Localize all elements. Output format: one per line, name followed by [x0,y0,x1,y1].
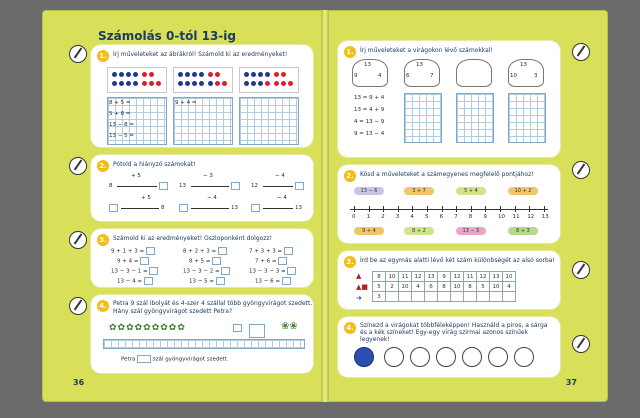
equation: 7 + 6 = [255,258,277,265]
equation: 13 − 3 − 2 = [183,268,220,275]
operation-chip[interactable]: 10 + 2 [508,187,538,195]
table-cell: 8 [464,282,477,292]
number-line-tick[interactable] [485,206,486,212]
flower-to-color[interactable] [410,347,430,367]
number-line-tick[interactable] [398,206,399,212]
book-spine [321,10,329,402]
table-cell: 10 [503,272,516,282]
number-line-label: 1 [366,214,371,220]
triangle-icon: ▲ [356,272,362,280]
exercise-number: 3. [97,234,109,246]
table-cell: 12 [477,272,490,282]
tulip-number: 7 [430,73,434,79]
table-cell[interactable] [438,292,451,302]
number-line-label: 0 [352,214,356,220]
equation: 13 = 9 + 4 [354,95,385,101]
table-cell: 11 [399,272,412,282]
exercise-question: Hány szál gyöngyvirágot szedett Petra? [113,308,233,315]
exercise-number: 4. [97,300,109,312]
exercise-instruction: Írj műveleteket a virágokon lévő számokkal! [360,47,493,54]
equation: 13 − 3 − 3 = [249,268,286,275]
flower-to-color[interactable] [514,347,534,367]
exercise-instruction: Színezd a virágokat többféleképpen! Használd a piros, a sárga és a kék színeket! Egy-egy virág szirmai azonos színűek legyenek! [360,322,548,343]
pencil-icon [572,43,590,61]
arrow-label: − 3 [203,173,213,179]
exercise-instruction: Petra 9 szál ibolyát és 4-szer 4 szállal több gyöngyvirágot szedett. [113,300,313,307]
exercise-number: 1. [344,46,356,58]
exercise-number: 2. [344,170,356,182]
table-cell: 13 [425,272,438,282]
number-line-label: 3 [395,214,400,220]
number-line-tick[interactable] [456,206,457,212]
table-cell: 5 [373,282,386,292]
number-line-tick[interactable] [369,206,370,212]
exercise-number: 1. [97,50,109,62]
exercise-instruction: Kösd a műveleteket a számegyenes megfelelő pontjához! [360,171,534,178]
exercise-card-4 [91,295,313,373]
number-line-label: 8 [468,214,473,220]
flower-to-color[interactable] [436,347,456,367]
exercise-number: 2. [97,160,109,172]
tulip-number: 9 [354,73,358,79]
arrow-label: − 4 [277,195,287,201]
exercise-instruction: Írd be az egymás alatti lévő két szám különbségét az alsó sorba! [360,257,555,264]
exercise-card-3 [338,251,560,309]
equation: 8 + 2 + 3 = [183,248,217,255]
pencil-icon [572,161,590,179]
arrow-label: − 4 [207,195,217,201]
arrow-end: 8 [161,205,165,211]
answer-grid[interactable] [103,339,305,349]
dot-picture [239,67,299,93]
table-cell: 8 [438,282,451,292]
number-line-label: 9 [483,214,487,220]
exercise-number: 4. [344,322,356,334]
equation: 9 + 1 + 3 = [111,248,145,255]
number-line-tick[interactable] [442,206,443,212]
table-cell[interactable] [399,292,412,302]
shape-markers [356,271,368,304]
page-number: 37 [565,378,577,387]
open-workbook [42,10,608,410]
table-cell: 4 [412,282,425,292]
tulip-number: 6 [406,73,410,79]
pencil-icon [572,335,590,353]
equation: 9 + 4 = [117,258,139,265]
exercise-number: 3. [344,256,356,268]
pencil-icon [69,45,87,63]
number-line-tick[interactable] [500,206,501,212]
equation: 8 + 5 = [109,100,131,106]
operation-chip[interactable]: 13 − 6 [354,187,384,195]
page-title: Számolás 0-tól 13-ig [98,29,236,43]
equation: 13 − 8 = [109,122,134,128]
table-cell: 10 [386,272,399,282]
number-line-label: 11 [512,214,520,220]
table-cell: 10 [451,282,464,292]
arrow-label: + 5 [141,195,151,201]
number-line-tick[interactable] [412,206,413,212]
table-cell[interactable] [425,292,438,302]
pencil-icon [69,231,87,249]
table-cell: 12 [451,272,464,282]
answer-grid[interactable] [508,93,546,143]
operation-chip[interactable]: 13 − 5 [456,227,486,235]
number-line-tick[interactable] [544,206,545,212]
number-line-label: 10 [498,214,505,220]
table-cell[interactable] [477,292,490,302]
table-cell: 4 [503,282,516,292]
table-cell[interactable] [490,292,503,302]
operation-chip[interactable]: 3 + 7 [404,187,434,195]
tulip-number: 13 [364,62,371,68]
equation: 9 = 13 − 4 [354,131,385,137]
violet-flowers-picture: ✿✿✿✿✿✿✿✿✿ [109,323,186,333]
table-cell[interactable] [412,292,425,302]
exercise-instruction: Pótold a hiányzó számokat! [113,161,196,168]
dot-picture [107,67,167,93]
equation: 13 − 5 = [109,133,134,139]
number-line-tick[interactable] [529,206,530,212]
exercise-card-4 [338,317,560,377]
equation: 4 = 13 − 9 [354,119,385,125]
operation-chip[interactable]: 8 + 2 [404,227,434,235]
arrow-right-icon: ➜ [356,294,362,302]
arrow-start: 13 [179,183,186,189]
number-line-label: 12 [527,214,535,220]
arrow-start: 12 [251,183,258,189]
operation-chip[interactable]: 5 + 4 [456,187,486,195]
answer-prefix: Petra [121,356,136,363]
number-line-label: 4 [410,214,414,220]
pencil-icon [69,297,87,315]
table-cell[interactable] [464,292,477,302]
table-cell: 9 [438,272,451,282]
difference-table [372,271,516,302]
table-cell: 11 [464,272,477,282]
equation: 8 + 5 = [189,258,211,265]
equation: 13 − 3 − 1 = [111,268,148,275]
table-cell: 2 [386,282,399,292]
equation: 13 − 4 = [117,278,142,285]
equation: 7 + 3 + 3 = [249,248,283,255]
tulip-number: 3 [534,73,538,79]
table-cell: 10 [399,282,412,292]
exercise-card-2 [91,155,313,221]
arrow-label: + 5 [131,173,141,179]
answer-grid[interactable] [404,93,442,143]
exercise-card-1 [91,45,313,147]
equation: 13 − 6 = [255,278,280,285]
pencil-icon [69,157,87,175]
operation-chip[interactable]: 8 + 3 [508,227,538,235]
table-cell: 5 [477,282,490,292]
number-line-label: 5 [425,214,429,220]
answer-suffix: szál gyöngyvirágot szedett. [152,356,229,363]
arrow-start: 8 [109,183,113,189]
table-cell: 13 [490,272,503,282]
exercise-instruction: Számold ki az eredményeket! Oszloponként dolgozz! [113,235,273,242]
table-cell[interactable] [451,292,464,302]
right-page [325,10,608,402]
colored-flower-example [354,347,374,367]
tulip-number: 10 [510,73,517,79]
table-cell: 10 [490,282,503,292]
exercise-card-3 [91,229,313,287]
exercise-card-2 [338,165,560,243]
table-cell[interactable] [503,292,516,302]
number-line-label: 7 [454,214,458,220]
flower-to-color[interactable] [462,347,482,367]
equation: 13 = 4 + 9 [354,107,385,113]
answer-grid[interactable] [456,93,494,143]
exercise-instruction: Írj műveleteket az ábrákról! Számold ki az eredményeket! [113,51,288,58]
pencil-icon [572,261,590,279]
number-line-tick[interactable] [427,206,428,212]
table-cell[interactable] [386,292,399,302]
dot-picture [173,67,233,93]
exercise-card-1 [338,41,560,157]
tulip-number: 13 [520,62,527,68]
table-cell: 8 [373,272,386,282]
equation: 5 + 8 = [109,111,131,117]
table-cell: 12 [412,272,425,282]
number-line-tick[interactable] [515,206,516,212]
equation: 13 − 5 = [189,278,214,285]
arrow-end: 13 [295,205,302,211]
lily-of-the-valley-picture: ❀❀ [281,321,298,332]
arrow-label: − 4 [275,173,285,179]
tulip-number: 13 [416,62,423,68]
answer-grid[interactable] [239,97,299,145]
tulip-picture [456,59,492,87]
table-cell: 6 [425,282,438,292]
number-line-label: 13 [541,214,549,220]
table-cell[interactable]: 3 [373,292,386,302]
number-line-tick[interactable] [354,206,355,212]
flower-to-color[interactable] [488,347,508,367]
left-page [42,10,325,402]
page-number: 36 [73,378,85,387]
flower-to-color[interactable] [384,347,404,367]
number-line-label: 6 [439,214,444,220]
number-line [350,209,548,210]
tulip-number: 4 [378,73,382,79]
square-icon: ▲■ [356,283,368,291]
number-line-tick[interactable] [471,206,472,212]
arrow-end: 13 [231,205,238,211]
equation: 9 + 4 = [175,100,197,106]
number-line-tick[interactable] [383,206,384,212]
number-line-label: 2 [381,214,385,220]
operation-chip[interactable]: 9 + 4 [354,227,384,235]
